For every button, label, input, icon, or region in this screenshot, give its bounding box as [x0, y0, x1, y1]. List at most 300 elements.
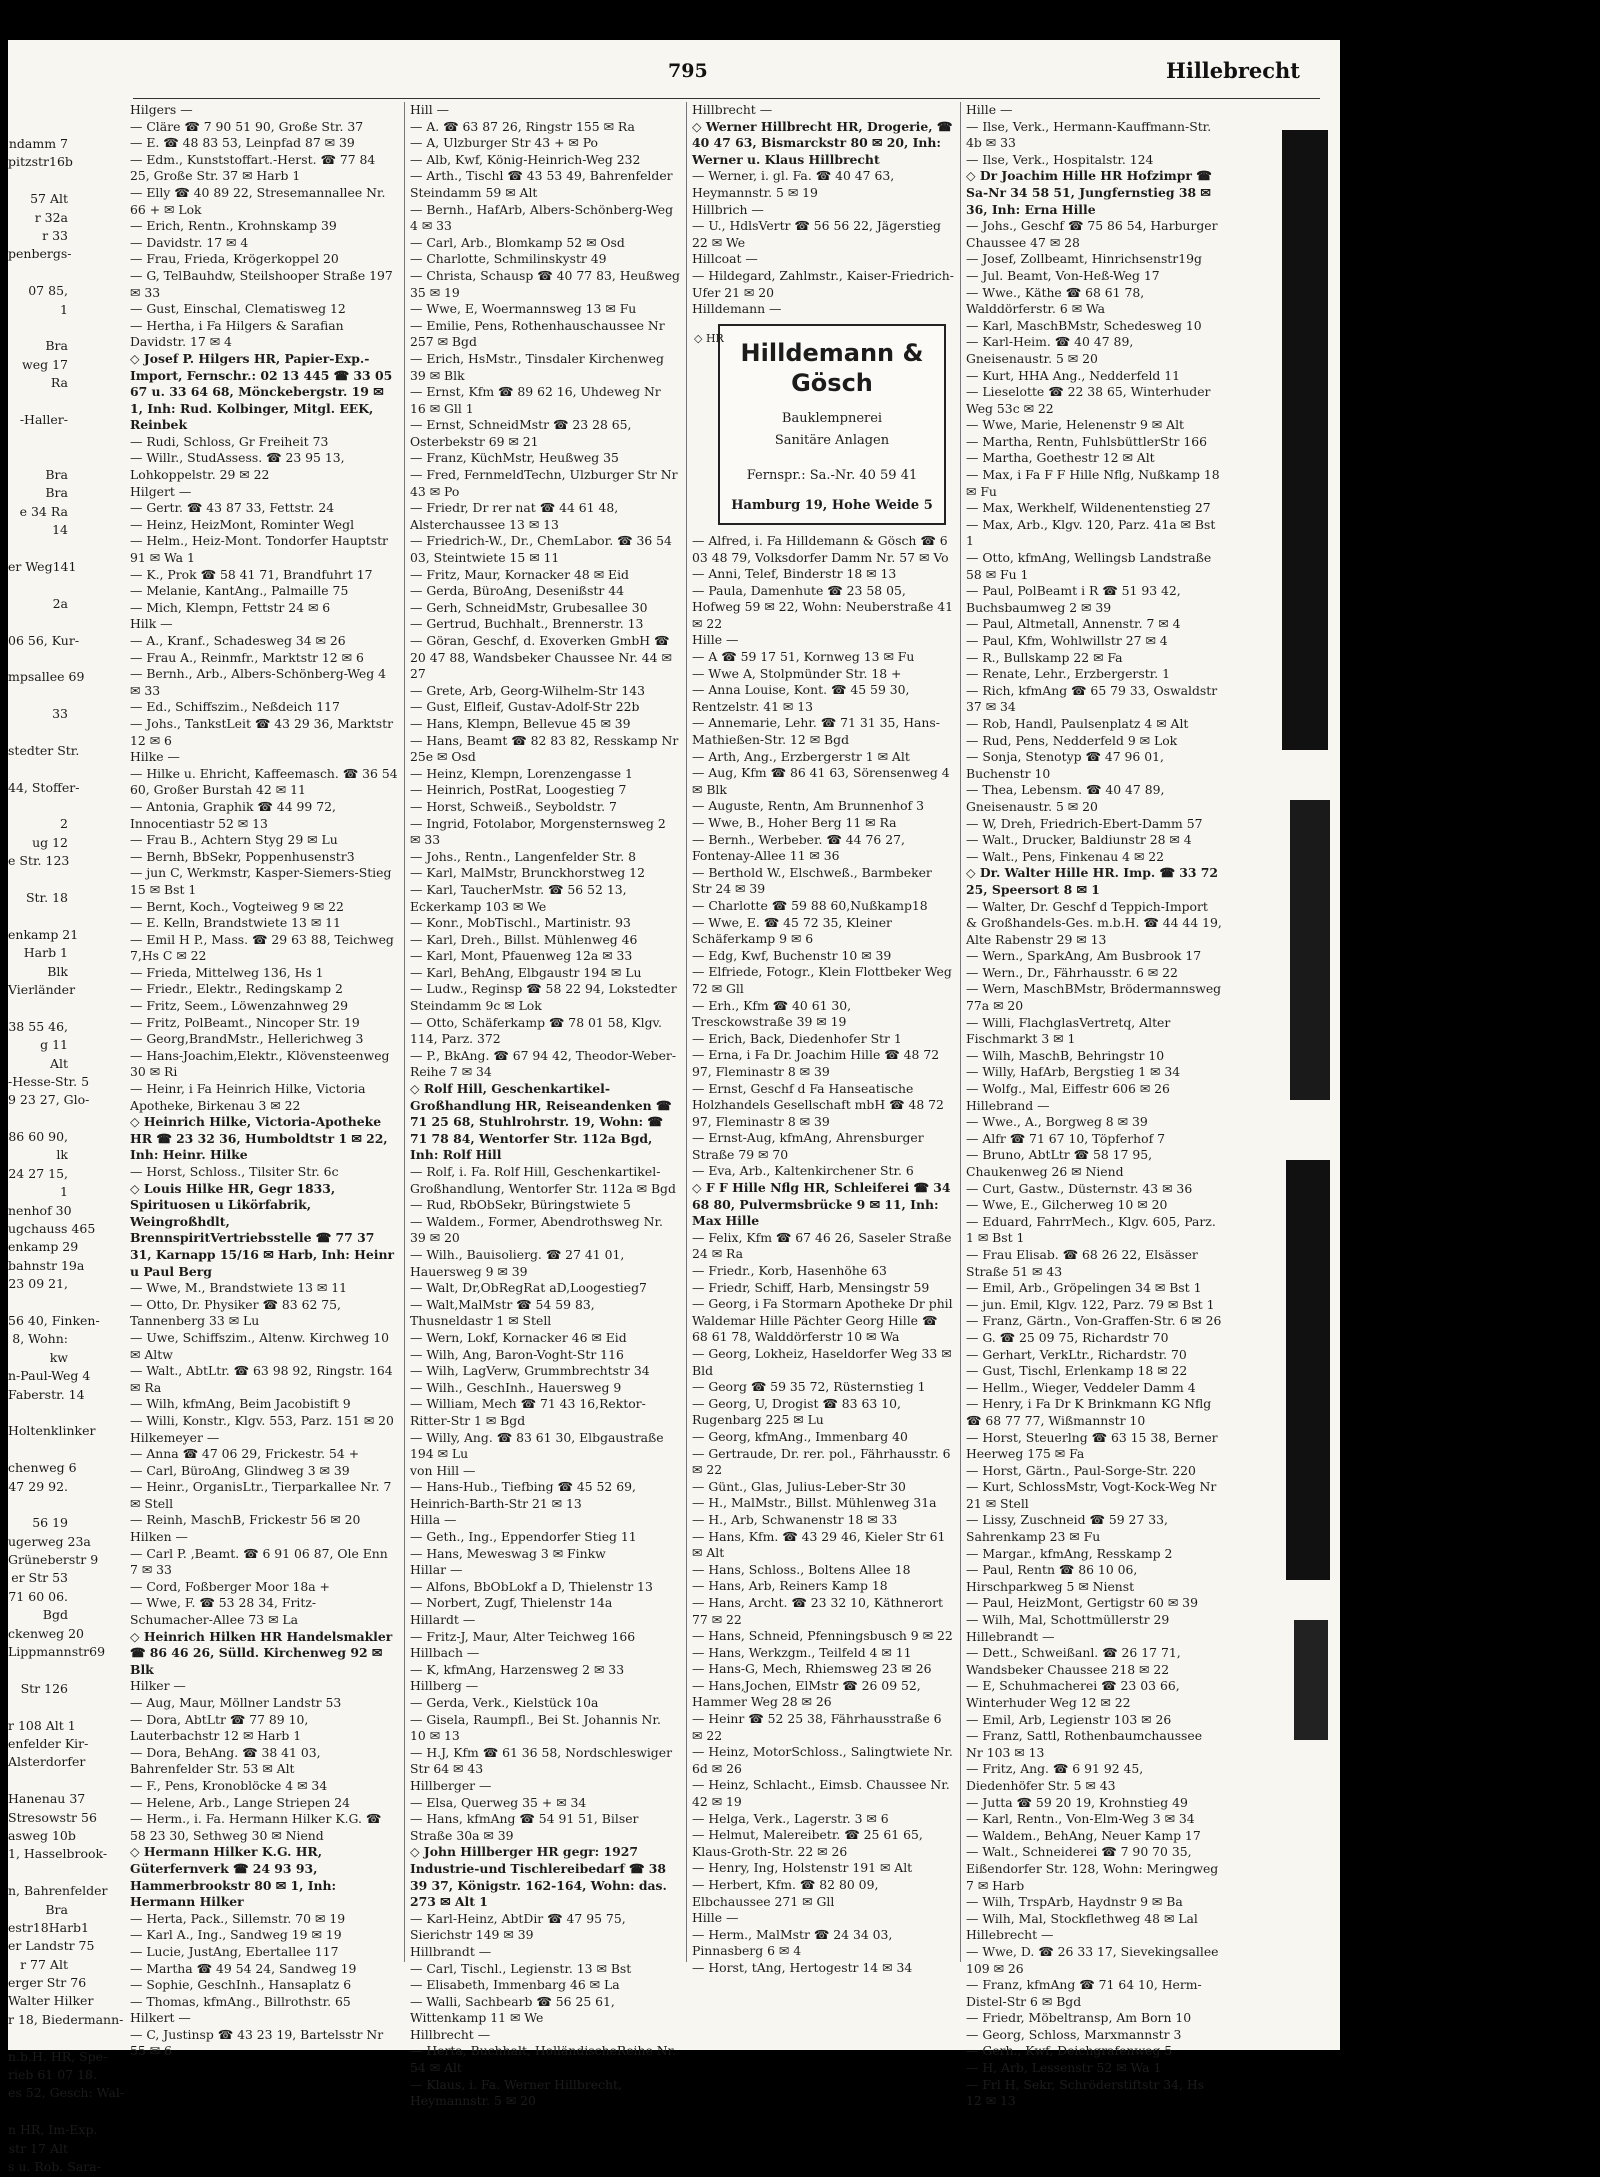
directory-entry: — Geth., Ing., Eppendorfer Stieg 11: [410, 1529, 637, 1545]
directory-entry: — Jutta ☎ 59 20 19, Krohnstieg 49: [966, 1794, 1188, 1810]
previous-page-fragment: [8, 1698, 68, 1716]
name-heading: Hillberg —: [410, 1678, 479, 1694]
directory-entry: — Sophie, GeschInh., Hansaplatz 6: [130, 1977, 352, 1993]
page-number: 795: [668, 60, 708, 82]
directory-entry: ◇ John Hillberger HR gegr: 1927 Industrie-und Tischlereibedarf ☎ 38 39 37, Königstr. 162-164, Wohn: das. 273 ✉ Alt 1: [410, 1844, 667, 1910]
directory-entry: — Wern., Dr., Fährhausstr. 6 ✉ 22: [966, 964, 1178, 980]
directory-entry: — G. ☎ 25 09 75, Richardstr 70: [966, 1329, 1169, 1345]
directory-entry: — Hans-G, Mech, Rhiemsweg 23 ✉ 26: [692, 1661, 932, 1677]
directory-entry: — Horst, tAng, Hertogestr 14 ✉ 34: [692, 1959, 913, 1975]
previous-page-fragment: 9 23 27, Glo-: [8, 1092, 90, 1108]
directory-entry: — Franz, Sattl, Rothenbaumchaussee Nr 103 ✉ 13: [966, 1728, 1203, 1760]
directory-entry: — Karl, MalMstr, Brunckhorstweg 12: [410, 865, 645, 881]
directory-entry: — Georg, kfmAng., Immenbarg 40: [692, 1428, 908, 1444]
name-heading: Hilk —: [130, 616, 173, 632]
column-divider: [686, 102, 687, 1962]
previous-page-fragment: [8, 907, 68, 925]
name-heading: Hillbrecht —: [692, 102, 773, 117]
previous-page-fragment: [8, 1441, 68, 1459]
directory-entry: — Emil H P., Mass. ☎ 29 63 88, Teichweg 7,Hs C ✉ 22: [130, 931, 394, 964]
directory-entry: — Frieda, Mittelweg 136, Hs 1: [130, 964, 324, 980]
previous-page-fragment: [8, 392, 68, 410]
directory-entry: — Fritz-J, Maur, Alter Teichweg 166: [410, 1628, 636, 1644]
directory-entry: — Wwe, E. ☎ 45 72 35, Kleiner Schäferkamp 9 ✉ 6: [692, 914, 892, 947]
directory-entry: — Max, Arb., Klgv. 120, Parz. 41a ✉ Bst 1: [966, 516, 1216, 549]
directory-entry: — Emilie, Pens, Rothenhauschaussee Nr 257 ✉ Bgd: [410, 317, 665, 350]
directory-entry: — Paul, Altmetall, Annenstr. 7 ✉ 4: [966, 616, 1181, 632]
ad-service-line-1: Bauklempnerei: [781, 410, 883, 426]
previous-page-fragment: [8, 264, 68, 282]
directory-entry: — Erich, Back, Diedenhofer Str 1: [692, 1030, 902, 1046]
directory-entry: — Hertha, i Fa Hilgers & Sarafian Davidstr. 17 ✉ 4: [130, 317, 344, 350]
directory-entry: — G, TelBauhdw, Steilshooper Straße 197 ✉ 33: [130, 267, 393, 300]
previous-page-fragment: [8, 1404, 68, 1422]
previous-page-fragment: kw: [49, 1349, 68, 1365]
previous-page-fragment: str 17 Alt: [8, 2140, 68, 2156]
previous-page-fragment: [8, 2029, 68, 2047]
directory-entry: — Heinr., OrganisLtr., Tierparkallee Nr. 7 ✉ Stell: [130, 1479, 392, 1511]
directory-entry: — E, Schuhmacherei ☎ 23 03 66, Winterhuder Weg 12 ✉ 22: [966, 1678, 1180, 1710]
directory-entry: — Ernst, SchneidMstr ☎ 23 28 65, Osterbekstr 69 ✉ 21: [410, 417, 632, 449]
directory-entry: — Dett., Schweißanl. ☎ 26 17 71, Wandsbeker Chaussee 218 ✉ 22: [966, 1645, 1181, 1677]
directory-entry: — Gerda, BüroAng, Desenißstr 44: [410, 583, 625, 599]
directory-entry: — Carl, BüroAng, Glindweg 3 ✉ 39: [130, 1462, 350, 1478]
previous-page-fragment: 1: [60, 1184, 68, 1200]
name-heading: Hilker —: [130, 1678, 186, 1694]
ad-side-mark: ◇ HR: [694, 331, 724, 345]
directory-page: [8, 40, 1340, 2174]
directory-entry: — Ernst, Kfm ☎ 89 62 16, Uhdeweg Nr 16 ✉ Gll 1: [410, 384, 661, 416]
directory-entry: — K, kfmAng, Harzensweg 2 ✉ 33: [410, 1661, 625, 1677]
name-heading: Hilldemann —: [692, 301, 782, 317]
directory-entry: — Friedr, Dr rer nat ☎ 44 61 48, Alsterchaussee 13 ✉ 13: [410, 500, 619, 532]
directory-entry: — Rud, RbObSekr, Büringstwiete 5: [410, 1197, 631, 1213]
previous-page-fragment: -Haller-: [19, 411, 68, 427]
previous-page-fragment: 2a: [52, 595, 68, 611]
directory-entry: — Johs., Geschf ☎ 75 86 54, Harburger Chaussee 47 ✉ 28: [966, 218, 1218, 250]
directory-entry: ◇ Rolf Hill, Geschenkartikel-Großhandlung HR, Reiseandenken ☎ 71 25 68, Stuhlrohrstr. 19, Wohn: ☎ 71 78 84, Wentorfer Str. 112a Bgd, Inh: Rolf Hill: [410, 1081, 672, 1163]
directory-entry: — H., MalMstr., Billst. Mühlenweg 31a: [692, 1495, 937, 1511]
previous-page-fragment: e Str. 123: [8, 853, 70, 869]
directory-entry: — Wwe, E, Woermannsweg 13 ✉ Fu: [410, 301, 637, 317]
previous-page-fragment: 1: [60, 301, 68, 317]
directory-entry: — Thea, Lebensm. ☎ 40 47 89, Gneisenaustr. 5 ✉ 20: [966, 782, 1165, 814]
directory-entry: — Herm., MalMstr ☎ 24 34 03, Pinnasberg 6 ✉ 4: [692, 1926, 893, 1959]
directory-entry: — Gertr. ☎ 43 87 33, Fettstr. 24: [130, 500, 335, 516]
directory-entry: ◇ Heinrich Hilken HR Handelsmakler ☎ 86 46 26, Sülld. Kirchenweg 92 ✉ Blk: [130, 1628, 393, 1677]
directory-entry: — Kurt, SchlossMstr, Vogt-Kock-Weg Nr 21 ✉ Stell: [966, 1479, 1217, 1511]
directory-entry: — Gerda, Verk., Kielstück 10a: [410, 1695, 599, 1710]
directory-entry: — Paul, HeizMont, Gertigstr 60 ✉ 39: [966, 1595, 1198, 1611]
directory-entry: — Hildegard, Zahlmstr., Kaiser-Friedrich-Ufer 21 ✉ 20: [692, 267, 954, 300]
ad-address: Hamburg 19, Hohe Weide 5: [731, 498, 933, 514]
directory-entry: — Emil, Arb, Legienstr 103 ✉ 26: [966, 1711, 1172, 1727]
directory-entry: — Dora, BehAng. ☎ 38 41 03, Bahrenfelder Str. 53 ✉ Alt: [130, 1744, 321, 1777]
directory-entry: — Lissy, Zuschneid ☎ 59 27 33, Sahrenkamp 23 ✉ Fu: [966, 1512, 1168, 1545]
previous-page-fragment: er Landstr 75: [8, 1938, 95, 1954]
directory-entry: — Martha, Goethestr 12 ✉ Alt: [966, 450, 1155, 466]
previous-page-fragment: Alt: [49, 1055, 68, 1071]
directory-entry: — Ilse, Verk., Hospitalstr. 124: [966, 151, 1154, 167]
previous-page-fragment: 33: [52, 706, 68, 722]
previous-page-fragment: Faberstr. 14: [8, 1386, 85, 1402]
directory-entry: — Werner, i. gl. Fa. ☎ 40 47 63, Heymannstr. 5 ✉ 19: [692, 168, 895, 200]
directory-entry: — Aug, Kfm ☎ 86 41 63, Sörensenweg 4 ✉ Blk: [692, 765, 950, 797]
directory-entry: — Ed., Schiffszim., Neßdeich 117: [130, 699, 340, 715]
directory-entry: — Berthold W., Elschweß., Barmbeker Str 24 ✉ 39: [692, 864, 932, 897]
name-heading: Hilken —: [130, 1529, 188, 1545]
name-heading: Hillebrandt —: [966, 1628, 1055, 1644]
directory-entry: — Heinz, HeizMont, Rominter Wegl: [130, 516, 355, 532]
directory-entry: — Friedr, Schiff, Harb, Mensingstr 59: [692, 1279, 930, 1295]
column-1: [130, 102, 398, 2059]
directory-entry: — Felix, Kfm ☎ 67 46 26, Saseler Straße 24 ✉ Ra: [692, 1229, 952, 1262]
previous-page-fragment: ugerweg 23a: [8, 1533, 91, 1549]
name-heading: Hillebrand —: [966, 1097, 1050, 1113]
previous-page-fragment: ugchauss 465: [8, 1221, 96, 1237]
directory-entry: — Wwe, F. ☎ 53 28 34, Fritz-Schumacher-Allee 73 ✉ La: [130, 1595, 317, 1628]
name-heading: Hillberger —: [410, 1777, 492, 1793]
directory-entry: ◇ Louis Hilke HR, Gegr 1833, Spirituosen u Likörfabrik, Weingroßhdlt, BrennspiritVertriebsstelle ☎ 77 37 31, Karnapp 15/16 ✉ Harb, Inh: Heinr u Paul Berg: [130, 1180, 394, 1279]
directory-entry: — Wwe, B., Hoher Berg 11 ✉ Ra: [692, 815, 897, 830]
ad-service-line-2: Sanitäre Anlagen: [774, 432, 890, 448]
directory-entry: ◇ Josef P. Hilgers HR, Papier-Exp.-Import, Fernschr.: 02 13 445 ☎ 33 05 67 u. 33 64 68, Mönckebergstr. 19 ✉ 1, Inh: Rud. Kolbinger, Mitgl. EEK, Reinbek: [130, 350, 393, 433]
directory-entry: — Dora, AbtLtr ☎ 77 89 10, Lauterbachstr 12 ✉ Harb 1: [130, 1711, 309, 1744]
previous-page-fragment: Walter Hilker: [8, 1993, 94, 2009]
previous-page-fragment: Str 126: [20, 1680, 68, 1696]
previous-page-fragment: er Weg141: [8, 558, 77, 574]
directory-entry: — Hans, Schloss., Boltens Allee 18: [692, 1561, 911, 1577]
directory-entry: — Horst, Schweiß., Seyboldstr. 7: [410, 798, 617, 814]
directory-entry: — Lieselotte ☎ 22 38 65, Winterhuder Weg 53c ✉ 22: [966, 384, 1211, 416]
directory-entry: — Gertraude, Dr. rer. pol., Fährhausstr. 6 ✉ 22: [692, 1445, 951, 1478]
previous-page-fragment: [8, 999, 68, 1017]
directory-entry: — Kurt, HHA Ang., Nedderfeld 11: [966, 367, 1181, 383]
directory-entry: — Gisela, Raumpfl., Bei St. Johannis Nr. 10 ✉ 13: [410, 1711, 661, 1744]
directory-entry: — Wern, MaschBMstr, Brödermannsweg 77a ✉ 20: [966, 981, 1222, 1014]
directory-entry: — Frau, Frieda, Krögerkoppel 20: [130, 251, 339, 267]
previous-page-fragment: [8, 172, 68, 190]
previous-page-fragment: chenweg 6: [8, 1460, 77, 1476]
directory-entry: — Renate, Lehr., Erzbergerstr. 1: [966, 666, 1170, 682]
directory-entry: — Rolf, i. Fa. Rolf Hill, Geschenkartikel-Großhandlung, Wentorfer Str. 112a ✉ Bgd: [410, 1164, 676, 1196]
directory-entry: — P., BkAng. ☎ 67 94 42, Theodor-Weber-Reihe 7 ✉ 34: [410, 1047, 677, 1080]
directory-entry: — Fritz, Maur, Kornacker 48 ✉ Eid: [410, 566, 629, 582]
directory-entry: — Wolfg., Mal, Eiffestr 606 ✉ 26: [966, 1081, 1170, 1097]
previous-page-fragment: [8, 540, 68, 558]
name-heading: Hilla —: [410, 1512, 457, 1528]
directory-entry: — jun. Emil, Klgv. 122, Parz. 79 ✉ Bst 1: [966, 1296, 1215, 1312]
directory-entry: — Bernh., HafArb, Albers-Schönberg-Weg 4 ✉ 33: [410, 201, 674, 234]
directory-entry: — Gust, Elfleif, Gustav-Adolf-Str 22b: [410, 699, 640, 715]
previous-page-fragment: nenhof 30: [8, 1202, 72, 1218]
directory-entry: — Wwe., A., Borgweg 8 ✉ 39: [966, 1114, 1148, 1130]
previous-page-fragment: r 77 Alt: [20, 1956, 68, 1972]
name-heading: Hillbrecht —: [410, 2026, 491, 2042]
directory-entry: — A, Ulzburger Str 43 + ✉ Po: [410, 135, 599, 151]
directory-entry: — Ernst-Aug, kfmAng, Ahrensburger Straße 79 ✉ 70: [692, 1130, 924, 1162]
directory-entry: — Karl-Heim. ☎ 40 47 89, Gneisenaustr. 5 ✉ 20: [966, 334, 1134, 366]
directory-entry: — A. ☎ 63 87 26, Ringstr 155 ✉ Ra: [410, 118, 635, 134]
directory-entry: — Wwe., Käthe ☎ 68 61 78, Walddörferstr. 6 ✉ Wa: [966, 284, 1145, 317]
directory-entry: — Erich, Rentn., Krohnskamp 39: [130, 218, 337, 234]
column-3: [692, 102, 954, 1975]
directory-entry: — Heinr ☎ 52 25 38, Fährhausstraße 6 ✉ 22: [692, 1711, 942, 1743]
directory-entry: — Uwe, Schiffszim., Altenw. Kirchweg 10 ✉ Altw: [130, 1329, 390, 1362]
directory-entry: — Walt., Pens, Finkenau 4 ✉ 22: [966, 848, 1165, 864]
directory-entry: — Friedr., Korb, Hasenhöhe 63: [692, 1263, 887, 1279]
previous-page-fragment: erger Str 76: [8, 1975, 87, 1991]
directory-entry: — Hans, kfmAng ☎ 54 91 51, Bilser Straße 30a ✉ 39: [410, 1811, 639, 1843]
previous-page-fragment: g 11: [40, 1037, 68, 1053]
directory-entry: — Karl, Mont, Pfauenweg 12a ✉ 33: [410, 948, 633, 964]
directory-entry: — Waldem., BehAng, Neuer Kamp 17: [966, 1827, 1201, 1843]
name-heading: Hilgers —: [130, 102, 193, 117]
previous-page-fragment: 56 40, Finken-: [8, 1313, 100, 1328]
directory-entry: — Helmut, Malereibetr. ☎ 25 61 65, Klaus-Groth-Str. 22 ✉ 26: [692, 1827, 923, 1859]
name-heading: Hille —: [692, 632, 739, 648]
previous-page-fragment: lk: [56, 1147, 68, 1163]
previous-page-fragment: [8, 1864, 68, 1882]
directory-entry: — Otto, Schäferkamp ☎ 78 01 58, Klgv. 114, Parz. 372: [410, 1014, 662, 1047]
directory-entry: — Horst, Steuerlng ☎ 63 15 38, Berner Heerweg 175 ✉ Fa: [966, 1429, 1218, 1462]
directory-entry: — Walli, Sachbearb ☎ 56 25 61, Wittenkamp 11 ✉ We: [410, 1993, 615, 2026]
previous-page-fragment: s u. Rob. Sara-: [8, 2158, 101, 2174]
previous-page-fragment: enkamp 29: [8, 1239, 79, 1255]
directory-entry: — Bernh., Arb., Albers-Schönberg-Weg 4 ✉ 33: [130, 666, 387, 698]
directory-entry: — Melanie, KantAng., Palmaille 75: [130, 583, 349, 599]
previous-page-fragment: Hanenau 37: [8, 1791, 86, 1807]
previous-page-fragment: n.b.H. HR, Spe-: [8, 2048, 108, 2064]
directory-entry: — Eduard, FahrrMech., Klgv. 605, Parz. 1 ✉ Bst 1: [966, 1213, 1216, 1246]
directory-entry: — Lucie, JustAng, Ebertallee 117: [130, 1943, 339, 1959]
directory-entry: — W, Dreh, Friedrich-Ebert-Damm 57: [966, 815, 1203, 831]
previous-page-fragment: Vierländer: [8, 981, 76, 997]
previous-page-fragment: 86 60 90,: [8, 1129, 68, 1145]
directory-entry: — Carl, Arb., Blomkamp 52 ✉ Osd: [410, 234, 625, 250]
directory-entry: — Gust, Tischl, Erlenkamp 18 ✉ 22: [966, 1363, 1188, 1379]
advertisement-box-wrapper: [692, 324, 954, 525]
directory-entry: — Charlotte ☎ 59 88 60,Nußkamp18: [692, 897, 928, 913]
directory-entry: ◇ Hermann Hilker K.G. HR, Güterfernverk ☎ 24 93 93, Hammerbrookstr 80 ✉ 1, Inh: Hermann Hilker: [130, 1844, 337, 1910]
directory-entry: — Elfriede, Fotogr., Klein Flottbeker Weg 72 ✉ Gll: [692, 964, 952, 996]
directory-entry: — H.J, Kfm ☎ 61 36 58, Nordschleswiger Str 64 ✉ 43: [410, 1744, 672, 1777]
directory-entry: — Johs., Rentn., Langenfelder Str. 8: [410, 848, 636, 864]
directory-entry: — Mich, Klempn, Fettstr 24 ✉ 6: [130, 599, 331, 615]
previous-page-fragment: 44, Stoffer-: [8, 779, 80, 795]
directory-entry: — F., Pens, Kronoblöcke 4 ✉ 34: [130, 1777, 328, 1793]
directory-entry: — Franz, Gärtn., Von-Graffen-Str. 6 ✉ 26: [966, 1313, 1222, 1329]
directory-entry: — Heinz, Klempn, Lorenzengasse 1: [410, 765, 633, 781]
previous-page-fragment: weg 17: [22, 356, 68, 372]
previous-page-fragment: 56 19: [32, 1515, 68, 1531]
directory-entry: — Aug, Maur, Möllner Landstr 53: [130, 1695, 342, 1710]
previous-page-fragment: 1, Hasselbrook-: [8, 1846, 108, 1862]
directory-entry: — Georg ☎ 59 35 72, Rüsternstieg 1: [692, 1379, 926, 1395]
directory-entry: — Georg,BrandMstr., Hellerichweg 3: [130, 1031, 364, 1047]
previous-page-fragment: Stresowstr 56: [8, 1809, 97, 1825]
directory-entry: — Anna Louise, Kont. ☎ 45 59 30, Rentzelstr. 41 ✉ 13: [692, 682, 910, 714]
directory-entry: — Hans-Joachim,Elektr., Klövensteenweg 30 ✉ Ri: [130, 1047, 390, 1080]
previous-page-fragment: 14: [52, 522, 68, 538]
directory-entry: — Hilke u. Ehricht, Kaffeemasch. ☎ 36 54 60, Großer Burstah 42 ✉ 11: [130, 765, 398, 798]
previous-page-fragment: -Hesse-Str. 5: [8, 1073, 90, 1089]
running-head: Hillebrecht: [1166, 58, 1300, 83]
previous-page-fragment: Harb 1: [23, 945, 68, 961]
previous-page-fragment: penbergs-: [8, 246, 72, 262]
directory-entry: — Jul. Beamt, Von-Heß-Weg 17: [966, 267, 1160, 283]
directory-entry: — Herbert, Kfm. ☎ 82 80 09, Elbchaussee 271 ✉ Gll: [692, 1877, 879, 1909]
directory-entry: — Hans, Klempn, Bellevue 45 ✉ 39: [410, 715, 631, 731]
previous-page-fragment: bahnstr 19a: [8, 1257, 85, 1273]
directory-entry: — Anni, Telef, Binderstr 18 ✉ 13: [692, 566, 897, 582]
previous-page-fragment: 07 85,: [28, 283, 68, 299]
directory-entry: — Rud, Pens, Nedderfeld 9 ✉ Lok: [966, 732, 1178, 748]
previous-page-fragment: 71 60 06.: [8, 1588, 68, 1604]
directory-entry: — Norbert, Zugf, Thielenstr 14a: [410, 1595, 613, 1611]
name-heading: Hilkemeyer —: [130, 1429, 220, 1445]
directory-entry: — Wilh., GeschInh., Hauersweg 9: [410, 1379, 622, 1395]
directory-entry: — Willi, FlachglasVertretq, Alter Fischmarkt 3 ✉ 1: [966, 1014, 1171, 1047]
previous-page-fragment: [8, 871, 68, 889]
directory-entry: — Waldem., Former, Abendrothsweg Nr. 39 ✉ 20: [410, 1213, 663, 1246]
directory-entry: — Walt., AbtLtr. ☎ 63 98 92, Ringstr. 164 ✉ Ra: [130, 1363, 393, 1395]
directory-entry: — Georg, U, Drogist ☎ 83 63 10, Rugenbarg 225 ✉ Lu: [692, 1395, 901, 1428]
directory-entry: — Davidstr. 17 ✉ 4: [130, 234, 249, 250]
directory-entry: — Bruno, AbtLtr ☎ 58 17 95, Chaukenweg 26 ✉ Niend: [966, 1147, 1153, 1179]
previous-page-fragment: Bra: [45, 485, 68, 501]
previous-page-fragment: [8, 1661, 68, 1679]
directory-entry: — Eva, Arb., Kaltenkirchener Str. 6: [692, 1163, 914, 1179]
directory-entry: — Frau B., Achtern Styg 29 ✉ Lu: [130, 832, 338, 848]
previous-page-fragment: [8, 613, 68, 631]
directory-entry: — Heinr, i Fa Heinrich Hilke, Victoria Apotheke, Birkenau 3 ✉ 22: [130, 1081, 366, 1113]
previous-page-fragment: 38 55 46,: [8, 1018, 68, 1034]
directory-entry: — Wilh, LagVerw, Grummbrechtstr 34: [410, 1363, 650, 1379]
directory-entry: — Hans, Schneid, Pfenningsbusch 9 ✉ 22: [692, 1628, 953, 1644]
previous-page-fragment: Alsterdorfer: [8, 1754, 86, 1770]
directory-entry: — Bernt, Koch., Vogteiweg 9 ✉ 22: [130, 898, 344, 914]
previous-page-fragment: Str. 18: [25, 890, 68, 906]
directory-entry: — Cläre ☎ 7 90 51 90, Große Str. 37: [130, 118, 364, 134]
top-rule: [133, 98, 1320, 99]
directory-entry: — Max, Werkhelf, Wildenentenstieg 27: [966, 500, 1211, 516]
directory-entry: — Hans, Kfm. ☎ 43 29 46, Kieler Str 61 ✉ Alt: [692, 1528, 946, 1561]
directory-entry: — Bernh., Werbeber. ☎ 44 76 27, Fontenay-Allee 11 ✉ 36: [692, 831, 905, 864]
previous-page-fragment: er Str 53: [11, 1570, 68, 1586]
name-heading: Hillardt —: [410, 1612, 476, 1628]
directory-entry: — Wwe, E., Gilcherweg 10 ✉ 20: [966, 1197, 1168, 1213]
directory-entry: — jun C, Werkmstr, Kasper-Siemers-Stieg 15 ✉ Bst 1: [130, 865, 392, 897]
directory-entry: — Gerh., Kwf, Deichgrafenweg 5: [966, 2043, 1173, 2059]
directory-entry: — Klaus, i. Fa. Werner Hillbrecht, Heymannstr. 5 ✉ 20: [410, 2076, 622, 2109]
previous-page-fragment: 8, Wohn:: [12, 1331, 68, 1347]
directory-entry: — Herta, Buchhalt, HolländischeReihe Nr. 54 ✉ Alt: [410, 2043, 677, 2076]
directory-entry: — Wwe A, Stolpmünder Str. 18 +: [692, 665, 902, 681]
directory-entry: — Karl, MaschBMstr, Schedesweg 10: [966, 317, 1202, 333]
directory-entry: — Hans-Hub., Tiefbing ☎ 45 52 69, Heinrich-Barth-Str 21 ✉ 13: [410, 1479, 636, 1511]
directory-entry: — Hans, Werkzgm., Teilfeld 4 ✉ 11: [692, 1644, 912, 1660]
directory-entry: — Wwe, Marie, Helenenstr 9 ✉ Alt: [966, 417, 1185, 433]
column-4: [966, 102, 1222, 2109]
directory-entry: — Fritz, PolBeamt., Nincoper Str. 19: [130, 1014, 360, 1030]
directory-entry: — Friedr, Möbeltransp, Am Born 10: [966, 2010, 1192, 2026]
directory-entry: — Elisabeth, Immenbarg 46 ✉ La: [410, 1977, 620, 1993]
directory-entry: — Karl-Heinz, AbtDir ☎ 47 95 75, Sierichstr 149 ✉ 39: [410, 1910, 626, 1943]
directory-entry: — Rudi, Schloss, Gr Freiheit 73: [130, 433, 329, 449]
directory-entry: — Horst, Schloss., Tilsiter Str. 6c: [130, 1164, 339, 1179]
directory-entry: — Reinh, MaschB, Frickestr 56 ✉ 20: [130, 1512, 361, 1528]
previous-page-edge: [8, 135, 125, 2174]
directory-entry: — Wilh, Ang, Baron-Voght-Str 116: [410, 1346, 624, 1362]
directory-entry: — Johs., TankstLeit ☎ 43 29 36, Marktstr 12 ✉ 6: [130, 715, 394, 748]
directory-entry: — Ingrid, Fotolabor, Morgensternsweg 2 ✉ 33: [410, 815, 666, 848]
directory-entry: — Alfons, BbObLokf a D, Thielenstr 13: [410, 1578, 653, 1594]
previous-page-fragment: n HR, Im-Exp.: [8, 2122, 98, 2138]
directory-entry: — Hans, Meweswag 3 ✉ Finkw: [410, 1545, 606, 1561]
previous-page-fragment: [8, 724, 68, 742]
directory-entry: — Anna ☎ 47 06 29, Frickestr. 54 +: [130, 1446, 360, 1462]
directory-entry: — C, Justinsp ☎ 43 23 19, Bartelsstr Nr 55 ✉ 6: [130, 2026, 384, 2059]
directory-entry: — Arth., Tischl ☎ 43 53 49, Bahrenfelder Steindamm 59 ✉ Alt: [410, 168, 673, 200]
directory-entry: — Henry, i Fa Dr K Brinkmann KG Nflg ☎ 68 77 77, Wißmannstr 10: [966, 1396, 1212, 1428]
directory-entry: — Christa, Schausp ☎ 40 77 83, Heußweg 35 ✉ 19: [410, 267, 680, 300]
advertisement-box: [718, 324, 946, 525]
previous-page-fragment: [8, 687, 68, 705]
directory-entry: — Martha, Rentn, FuhlsbüttlerStr 166: [966, 433, 1207, 449]
directory-entry: — Hans,Jochen, ElMstr ☎ 26 09 52, Hammer Weg 28 ✉ 26: [692, 1677, 921, 1710]
directory-entry: — Gerhart, VerkLtr., Richardstr. 70: [966, 1346, 1187, 1362]
directory-entry: — Curt, Gastw., Düsternstr. 43 ✉ 36: [966, 1180, 1193, 1196]
directory-entry: — Edm., Kunststoffart.-Herst. ☎ 77 84 25, Große Str. 37 ✉ Harb 1: [130, 151, 376, 184]
directory-entry: — U., HdlsVertr ☎ 56 56 22, Jägerstieg 22 ✉ We: [692, 218, 941, 250]
directory-entry: — Heinz, Schlacht., Eimsb. Chaussee Nr. 42 ✉ 19: [692, 1777, 950, 1810]
directory-entry: — H, Arb, Lessenstr 52 ✉ Wa 1: [966, 2060, 1162, 2076]
previous-page-fragment: [8, 1772, 68, 1790]
directory-entry: — Henry, Ing, Holstenstr 191 ✉ Alt: [692, 1860, 913, 1876]
directory-entry: — Rich, kfmAng ☎ 65 79 33, Oswaldstr 37 ✉ 34: [966, 682, 1218, 715]
directory-entry: — Karl, Dreh., Billst. Mühlenweg 46: [410, 931, 638, 947]
directory-entry: — K., Prok ☎ 58 41 71, Brandfuhrt 17: [130, 566, 373, 582]
previous-page-fragment: mpsallee 69: [8, 669, 85, 685]
directory-entry: — Willy, Ang. ☎ 83 61 30, Elbgaustraße 194 ✉ Lu: [410, 1429, 664, 1462]
previous-page-fragment: [8, 797, 68, 815]
directory-entry: — Wilh, Mal, Stockflethweg 48 ✉ Lal: [966, 1910, 1198, 1926]
directory-entry: — Charlotte, Schmilinskystr 49: [410, 251, 607, 267]
directory-entry: — Erna, i Fa Dr. Joachim Hille ☎ 48 72 97, Fleminastr 8 ✉ 39: [692, 1047, 940, 1079]
previous-page-fragment: r 33: [42, 227, 68, 243]
directory-entry: — Carl P. ,Beamt. ☎ 6 91 06 87, Ole Enn 7 ✉ 33: [130, 1545, 388, 1578]
previous-page-fragment: Lippmannstr69: [8, 1644, 106, 1660]
directory-entry: — Frau A., Reinmfr., Marktstr 12 ✉ 6: [130, 649, 364, 665]
previous-page-fragment: r 32a: [34, 209, 68, 225]
name-heading: Hillbach —: [410, 1645, 480, 1661]
directory-entry: ◇ Heinrich Hilke, Victoria-Apotheke HR ☎ 23 32 36, Humboldtstr 1 ✉ 22, Inh: Heinr. Hilke: [130, 1114, 388, 1163]
previous-page-fragment: Holtenklinker: [8, 1423, 96, 1439]
directory-entry: — Georg, Lokheiz, Haseldorfer Weg 33 ✉ Bld: [692, 1346, 952, 1378]
previous-page-fragment: n, Bahrenfelder: [8, 1883, 108, 1899]
directory-entry: — Herta, Pack., Sillemstr. 70 ✉ 19: [130, 1910, 346, 1926]
directory-entry: — Willr., StudAssess. ☎ 23 95 13, Lohkoppelstr. 29 ✉ 22: [130, 450, 345, 483]
directory-entry: — Georg, Schloss, Marxmannstr 3: [966, 2026, 1182, 2042]
directory-entry: — Walt., Drucker, Baldiunstr 28 ✉ 4: [966, 832, 1192, 848]
directory-entry: — Wern., SparkAng, Am Busbrook 17: [966, 948, 1202, 964]
directory-entry: — Karl A., Ing., Sandweg 19 ✉ 19: [130, 1927, 342, 1943]
directory-entry: — Heinrich, PostRat, Loogestieg 7: [410, 782, 627, 798]
directory-entry: — Franz, kfmAng ☎ 71 64 10, Herm-Distel-Str 6 ✉ Bgd: [966, 1977, 1202, 2009]
directory-entry: — Wwe, M., Brandstwiete 13 ✉ 11: [130, 1280, 347, 1296]
previous-page-fragment: [8, 448, 68, 466]
